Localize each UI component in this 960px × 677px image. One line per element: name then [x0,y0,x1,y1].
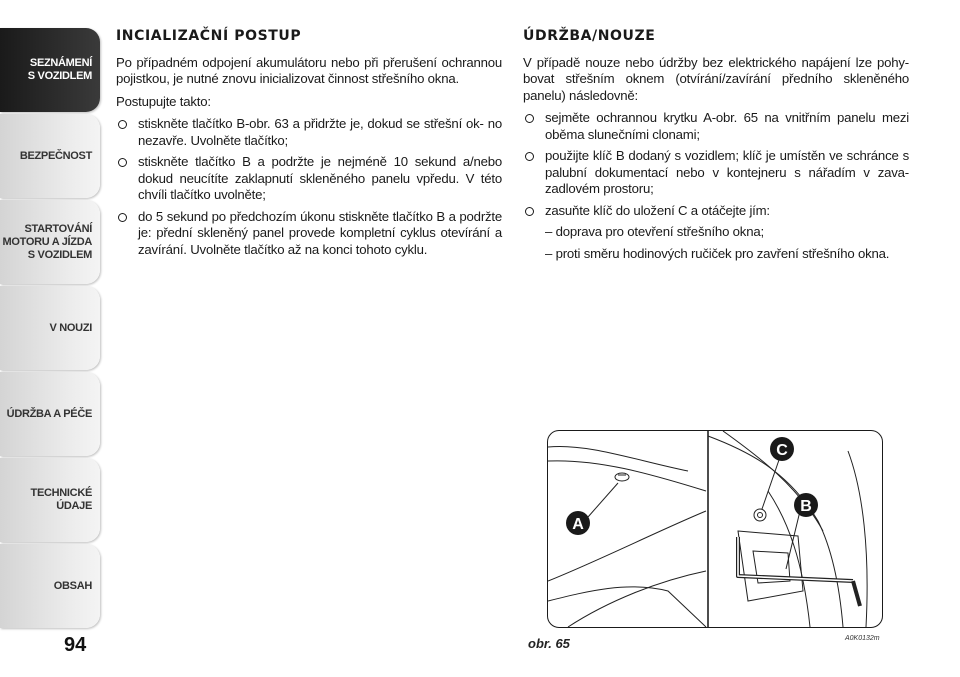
tab-v-nouzi[interactable]: V NOUZI [0,286,100,370]
steps-list [523,110,909,262]
section-heading: ÚDRŽBA/NOUZE [523,28,656,44]
tab-bezpecnost[interactable]: BEZPEČNOST [0,114,100,198]
figure-code: A0K0132m [845,635,880,642]
list-item: stiskněte tlačítko B a podržte je nejméně 10 sekund a/nebo dokud neucítíte zaklapnutí skleněného panelu vpředu. V této chvíli tlačítko uvolněte; [116,154,502,204]
callout-b [794,493,818,517]
figure-illustration [547,430,883,628]
list-subitem: – proti směru hodinových ručiček pro zavření střešního okna. [545,245,890,261]
tab-udrzba-a-pece[interactable]: ÚDRŽBA A PÉČE [0,372,100,456]
tab-startovani-motoru[interactable]: STARTOVÁNÍ MOTORU A JÍZDA S VOZIDLEM [0,200,100,284]
lead-paragraph: Postupujte takto: [116,93,211,109]
callout-label: B [800,498,812,515]
list-item: stiskněte tlačítko B-obr. 63 a přidržte je, dokud se střešní ok- no nezavře. Uvolněte tlačítko; [116,116,502,149]
initialization-section [116,28,502,263]
callout-a [566,511,590,535]
steps-list [116,116,502,258]
tab-obsah[interactable]: OBSAH [0,544,100,628]
intro-paragraph: V případě nouze nebo údržby bez elektrického napájení lze pohy- bovat střešním oknem (otvírání/zavírání předního skleněného panelu) následovně: [523,54,909,103]
tab-technicke-udaje[interactable]: TECHNICKÉ ÚDAJE [0,458,100,542]
list-item: sejměte ochrannou krytku A-obr. 65 na vnitřním panelu mezi oběma slunečními clonami; [523,110,909,143]
section-heading: INCIALIZAČNÍ POSTUP [116,28,302,44]
sunroof-emergency-illustration [548,431,882,627]
callout-c [770,437,794,461]
intro-paragraph: Po případném odpojení akumulátoru nebo při přerušení ochrannou pojistkou, je nutné znovu inicializovat činnost střešního okna. [116,54,502,86]
maintenance-section [523,28,909,267]
tab-seznameni-s-vozidlem[interactable]: SEZNÁMENÍ S VOZIDLEM [0,28,100,112]
figure-caption: obr. 65 [528,636,570,651]
list-subitem: – doprava pro otevření střešního okna; [545,224,764,239]
callout-label: C [776,442,788,459]
list-item: použijte klíč B dodaný s vozidlem; klíč je umístěn ve schránce s palubní dokumentací nebo v kontejneru s nářadím v zava- zadlovém prostoru; [523,148,909,198]
list-item: zasuňte klíč do uložení C a otáčejte jím: [523,203,909,220]
page-number: 94 [64,634,87,656]
list-item: do 5 sekund po předchozím úkonu stiskněte tlačítko B a podržte je: přední skleněný panel provede kompletní cyklus otevírání a zavírání. Uvolněte tlačítko až na konci tohoto cyklu. [116,209,502,259]
callout-label: A [572,516,584,533]
